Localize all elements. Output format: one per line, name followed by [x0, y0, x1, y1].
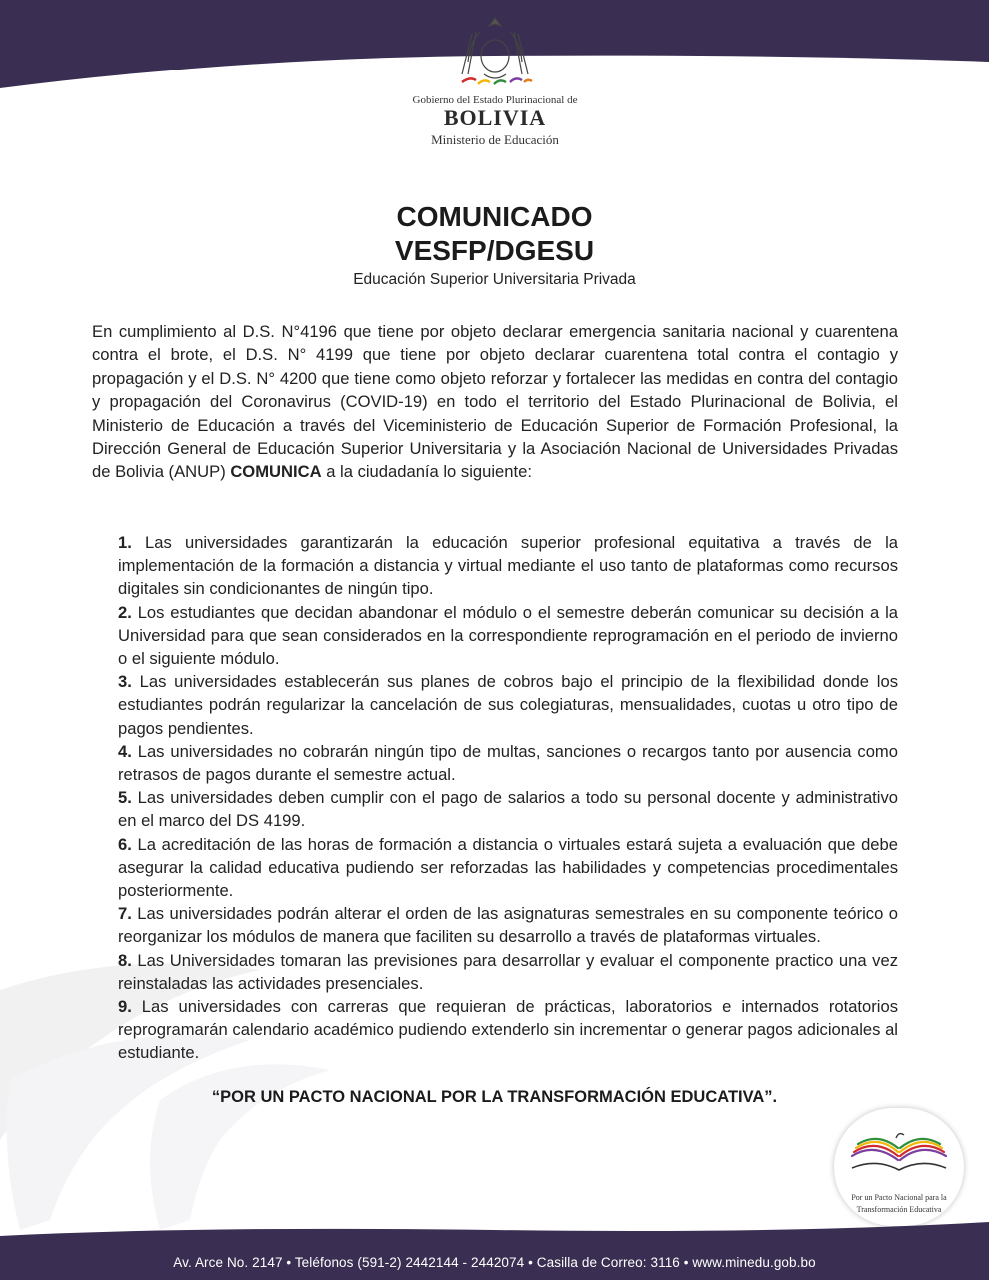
items-list: [118, 531, 898, 1065]
list-item: [118, 786, 898, 832]
intro-bold: COMUNICA: [230, 462, 322, 482]
badge-line1: Por un Pacto Nacional para la: [851, 1193, 947, 1202]
item-number: 4.: [118, 741, 132, 761]
item-text: Las universidades garantizarán la educación superior profesional equitativa a través de la implementación de la formación a distancia y virtual mediante el uso tanto de plataformas como recursos digitales sin condicionantes de ningún tipo.: [118, 533, 898, 599]
title-block: [0, 200, 989, 289]
intro-text: En cumplimiento al D.S. N°4196 que tiene por objeto declarar emergencia sanitaria nacional y cuarentena contra el brote, el D.S. N° 4199 que tiene por objeto declarar cuarentena total contra el contagio y propagación y el D.S. N° 4200 que tiene como objeto reforzar y fortalecer las medidas en contra del contagio y propagación del Coronavirus (COVID-19) en todo el territorio del Estado Plurinacional de Bolivia, el Ministerio de Educación a través del Viceministerio de Educación Superior de Formación Profesional, la Dirección General de Educación Superior Universitaria y la Asociación Nacional de Universidades Privadas de Bolivia (ANUP): [92, 322, 898, 482]
item-text: Las Universidades tomaran las previsiones para desarrollar y evaluar el componente practico una vez reinstaladas las actividades presenciales.: [118, 950, 898, 993]
document-title: COMUNICADO: [396, 201, 593, 232]
item-text: Las universidades establecerán sus planes de cobros bajo el principio de la flexibilidad donde los estudiantes podrán regularizar la cancelación de sus colegiaturas, mensualidades, cuotas u otro tipo de pagos pendientes.: [118, 672, 898, 738]
footer-band: [0, 1222, 989, 1280]
list-item: [118, 949, 898, 995]
list-item: [118, 531, 898, 601]
item-text: Los estudiantes que decidan abandonar el módulo o el semestre deberán comunicar su decisión a la Universidad para que sean considerados en la correspondiente reprogramación en el periodo de invierno o el siguiente módulo.: [118, 602, 898, 669]
item-number: 2.: [118, 602, 132, 622]
item-number: 7.: [118, 904, 132, 924]
country-name: BOLIVIA: [443, 105, 547, 130]
item-text: Las universidades con carreras que requieran de prácticas, laboratorios e internados rotatorios reprogramarán calendario académico pudiendo extenderlo sin incrementar o generar pagos adicionales al estudiante.: [118, 997, 898, 1063]
item-text: Las universidades podrán alterar el orden de las asignaturas semestrales en su componente teórico o reorganizar los módulos de manera que faciliten su desarrollo a través de plataformas virtuales.: [118, 904, 898, 947]
item-text: Las universidades deben cumplir con el pago de salarios a todo su personal docente y administrativo en el marco del DS 4199.: [118, 788, 898, 831]
item-text: La acreditación de las horas de formación a distancia o virtuales estará sujeta a evaluación que debe asegurar la calidad educativa pudiendo ser reforzadas las habilidades y competencias procedimentales posteriormente.: [118, 834, 898, 901]
list-item: [118, 601, 898, 671]
list-item: [118, 670, 898, 740]
coat-of-arms-icon: [450, 12, 540, 94]
pacto-badge: [834, 1108, 964, 1226]
ministry-logo: [390, 12, 600, 162]
item-text: Las universidades no cobrarán ningún tipo de multas, sanciones o recargos tanto por ausencia como retrasos de pagos durante el semestre actual.: [118, 741, 898, 785]
government-line: Gobierno del Estado Plurinacional de: [412, 94, 578, 106]
document-code: VESFP/DGESU: [394, 235, 595, 266]
item-number: 6.: [118, 834, 132, 854]
intro-paragraph: [92, 320, 898, 484]
open-book-icon: [844, 1126, 954, 1186]
slogan: “POR UN PACTO NACIONAL POR LA TRANSFORMACIÓN EDUCATIVA”.: [211, 1088, 778, 1106]
footer-contact: Av. Arce No. 2147 • Teléfonos (591-2) 2442144 - 2442074 • Casilla de Correo: 3116 • www.minedu.gob.bo: [173, 1255, 816, 1270]
item-number: 1.: [118, 533, 132, 552]
intro-tail: a la ciudadanía lo siguiente:: [321, 462, 532, 482]
list-item: [118, 740, 898, 786]
document-subtitle: Educación Superior Universitaria Privada: [353, 271, 636, 288]
item-number: 8.: [118, 950, 132, 970]
list-item: [118, 833, 898, 903]
item-number: 3.: [118, 672, 132, 692]
list-item: [118, 995, 898, 1065]
item-number: 5.: [118, 788, 132, 808]
badge-line2: Transformación Educativa: [856, 1205, 942, 1214]
list-item: [118, 902, 898, 948]
ministry-name: Ministerio de Educación: [431, 132, 559, 147]
item-number: 9.: [118, 997, 132, 1017]
